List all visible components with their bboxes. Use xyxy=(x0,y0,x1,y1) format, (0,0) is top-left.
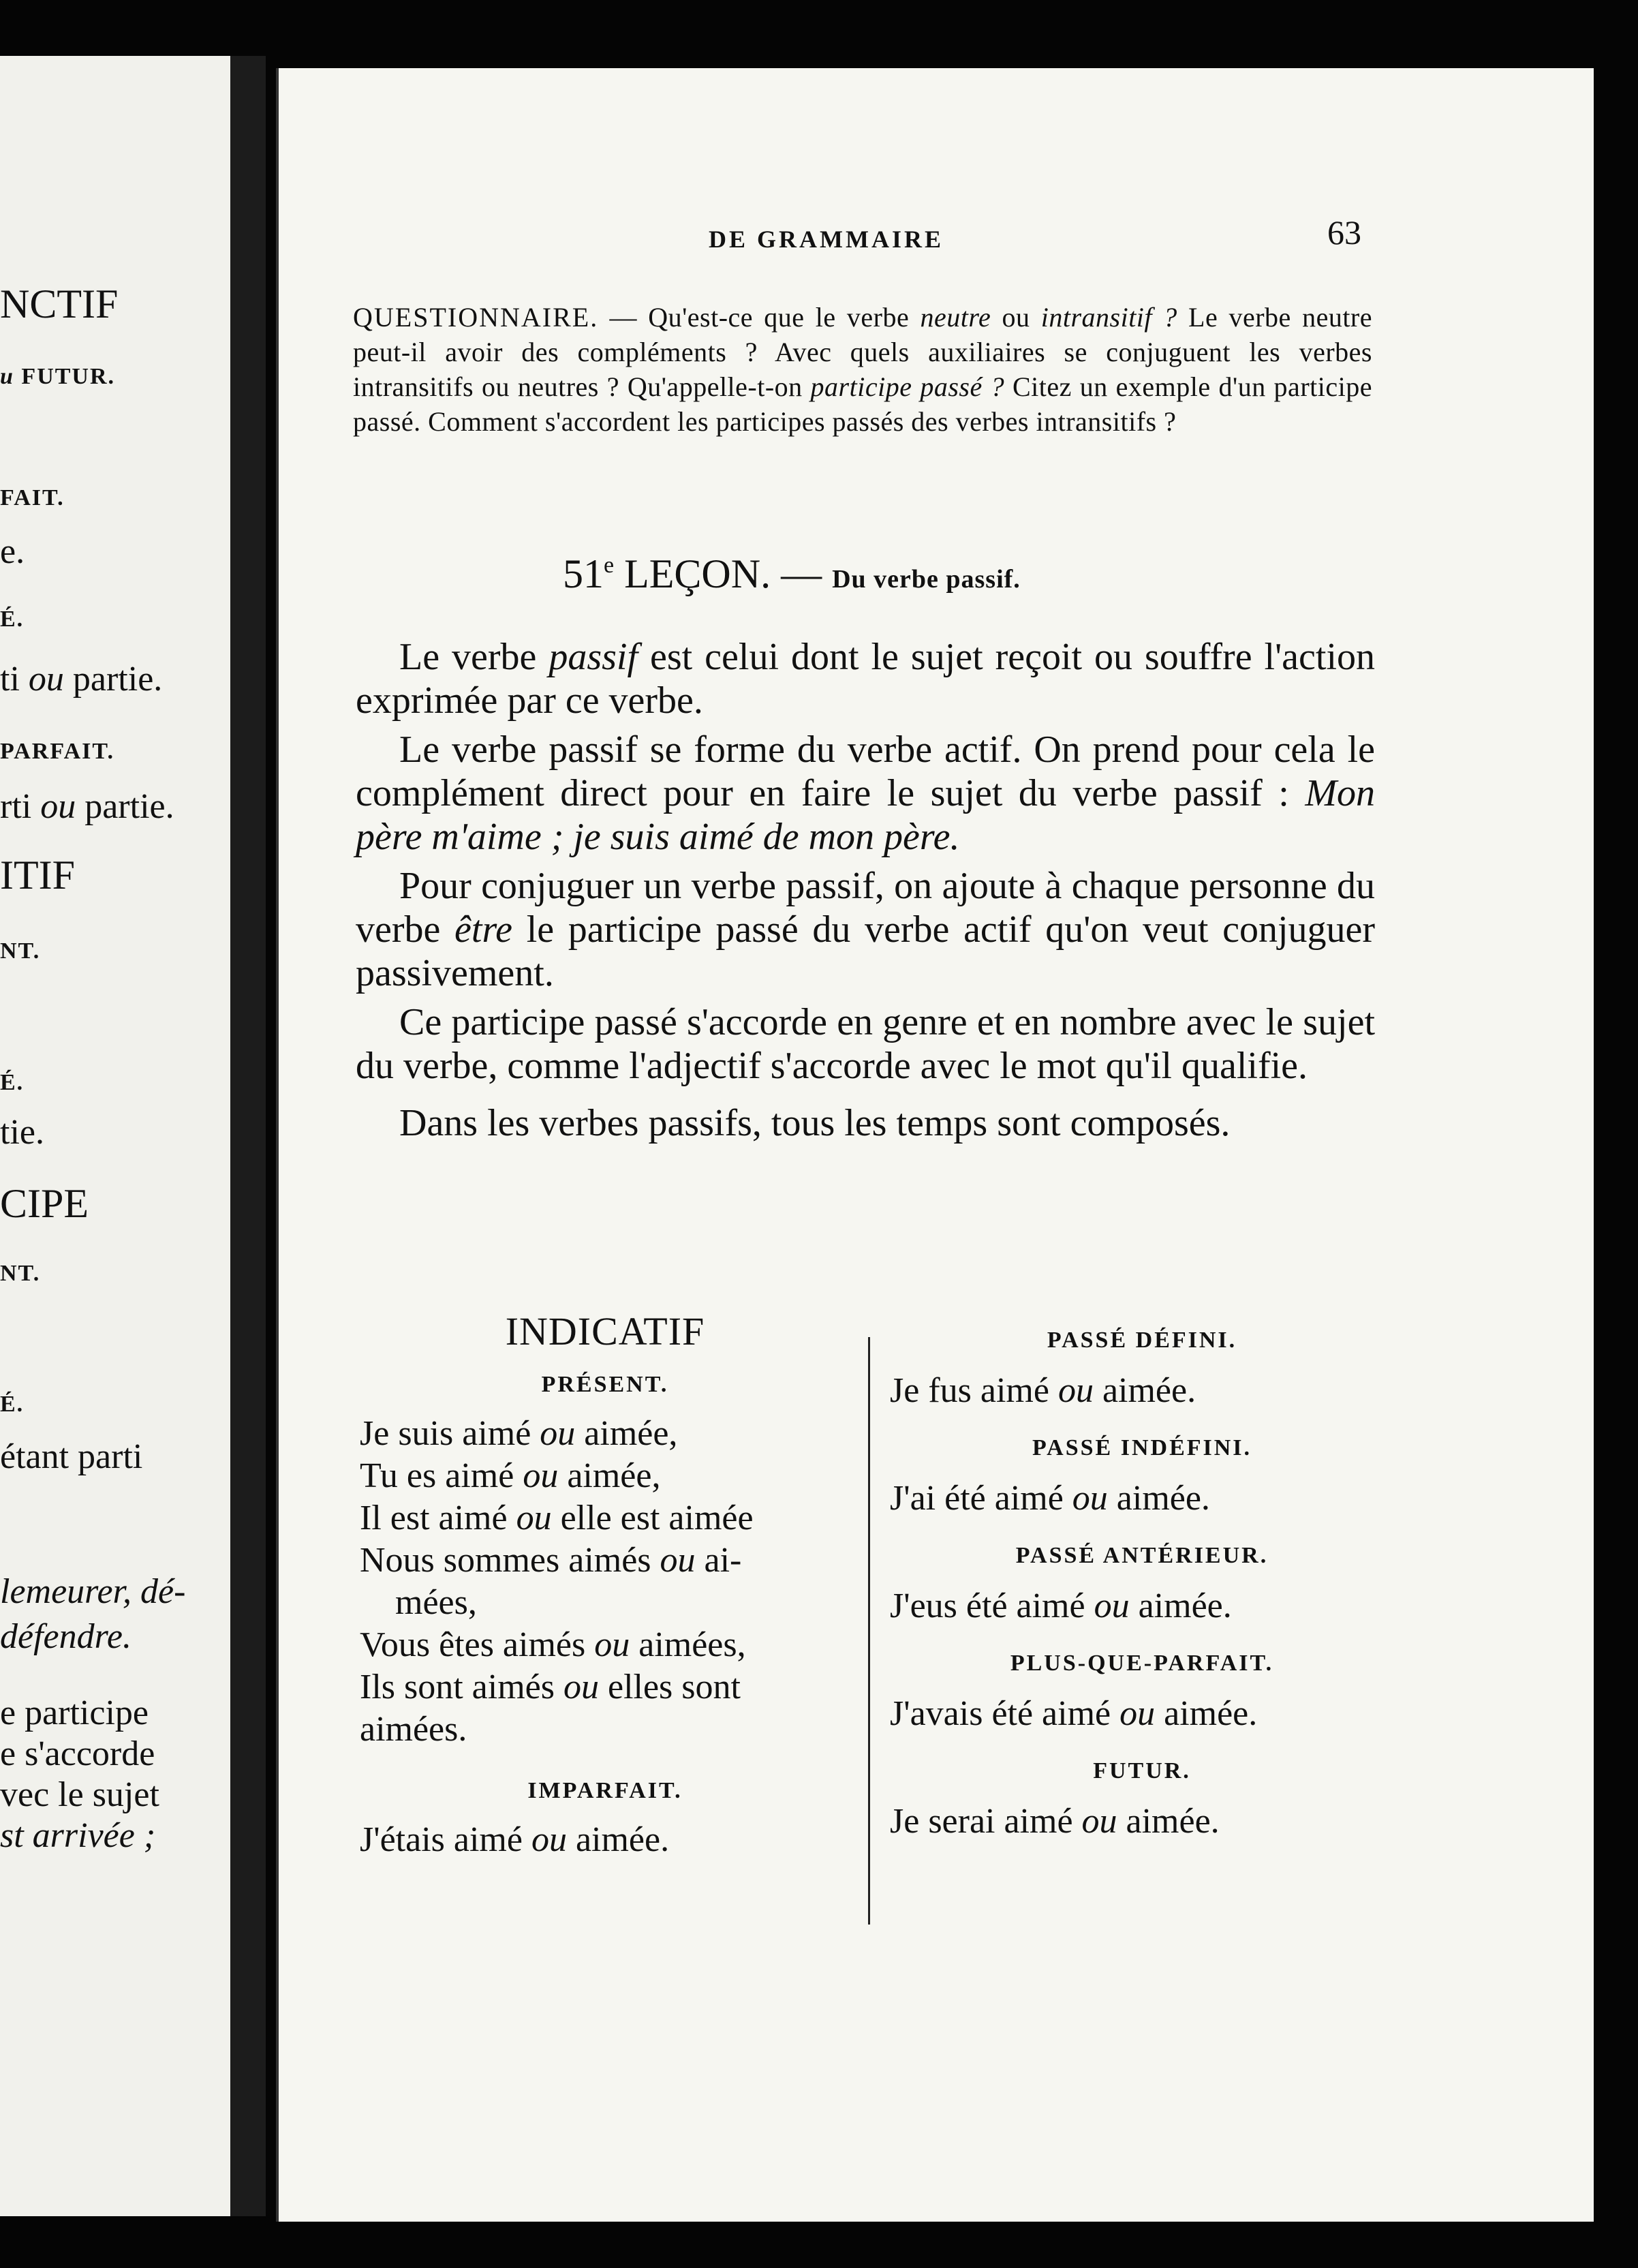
conj-line: Tu es aimé ou aimée, xyxy=(360,1456,661,1495)
present-block xyxy=(360,1413,850,1751)
conj-line: J'avais été aimé ou aimée. xyxy=(890,1694,1258,1733)
left-fragment: NCTIF xyxy=(0,281,119,326)
conj-line: mées, xyxy=(395,1583,477,1622)
tense-title: FUTUR. xyxy=(1093,1758,1191,1783)
lesson-subtitle: Du verbe passif. xyxy=(832,565,1021,594)
conj-line: J'eus été aimé ou aimée. xyxy=(890,1587,1232,1625)
left-fragment: rti ou partie. xyxy=(0,787,174,826)
lesson-number: 51 xyxy=(563,551,604,596)
lesson-word: LEÇON. xyxy=(624,551,771,596)
tense-title: IMPARFAIT. xyxy=(527,1778,683,1803)
mood-title: INDICATIF xyxy=(505,1309,705,1353)
tense-title: PASSÉ ANTÉRIEUR. xyxy=(1015,1543,1269,1568)
left-fragment: tie. xyxy=(0,1113,44,1152)
conj-line: Ils sont aimés ou elles sont xyxy=(360,1668,741,1706)
left-fragment: É. xyxy=(0,1392,25,1417)
tense-title: PRÉSENT. xyxy=(541,1372,669,1397)
tense-title: PASSÉ INDÉFINI. xyxy=(1032,1435,1252,1460)
tense-title: PLUS-QUE-PARFAIT. xyxy=(1010,1651,1274,1676)
left-fragment: É. xyxy=(0,1070,25,1095)
conj-line: J'étais aimé ou aimée. xyxy=(360,1820,670,1859)
left-fragment: vec le sujet xyxy=(0,1775,159,1814)
conj-line: Je suis aimé ou aimée, xyxy=(360,1414,678,1453)
conj-line: J'ai été aimé ou aimée. xyxy=(890,1479,1210,1518)
conjugation-left-column xyxy=(360,1308,850,1861)
left-fragment: NT. xyxy=(0,938,41,964)
left-fragment-italic: u xyxy=(0,364,14,389)
paragraph: Ce participe passé s'accorde en genre et en nombre avec le sujet du verbe, comme l'adjectif s'accorde avec le mot qu'il qualifie. xyxy=(356,1001,1375,1087)
conjugation-right-column xyxy=(890,1328,1394,1866)
paragraph: Le verbe passif est celui dont le sujet reçoit ou souffre l'action exprimée par ce verbe. xyxy=(356,636,1375,722)
book-gutter xyxy=(230,56,266,2216)
left-fragment: défendre. xyxy=(0,1617,132,1656)
conj-line: Vous êtes aimés ou aimées, xyxy=(360,1625,746,1664)
conj-line: Je serai aimé ou aimée. xyxy=(890,1802,1220,1841)
conj-line: Il est aimé ou elle est aimée xyxy=(360,1499,754,1537)
page-number: 63 xyxy=(1327,213,1361,251)
left-fragment: e. xyxy=(0,532,25,571)
left-fragment: lemeurer, dé- xyxy=(0,1572,186,1611)
left-page-fragment xyxy=(0,56,244,2216)
left-fragment xyxy=(0,364,115,390)
left-fragment: st arrivée ; xyxy=(0,1816,156,1855)
left-fragment: FAIT. xyxy=(0,485,65,510)
left-fragment: étant parti xyxy=(0,1437,143,1476)
conj-line: Je fus aimé ou aimée. xyxy=(890,1371,1196,1410)
left-fragment: ITIF xyxy=(0,853,75,898)
conj-line: Nous sommes aimés ou ai- xyxy=(360,1541,742,1580)
left-fragment-text: FUTUR. xyxy=(21,364,116,389)
left-fragment: É. xyxy=(0,607,25,632)
paragraph: Le verbe passif se forme du verbe actif. On prend pour cela le complément direct pour en faire le sujet du verbe passif : Mon père m'aime ; je suis aimé de mon père. xyxy=(356,729,1375,858)
left-fragment: e s'accorde xyxy=(0,1734,155,1773)
paragraph: Pour conjuguer un verbe passif, on ajoute à chaque personne du verbe être le participe passé du verbe actif qu'on veut conjuguer passivement. xyxy=(356,865,1376,994)
questionnaire-lead: QUESTIONNAIRE. xyxy=(353,302,599,333)
left-fragment: ti ou partie. xyxy=(0,660,163,699)
left-fragment: NT. xyxy=(0,1261,41,1286)
conj-line: aimées. xyxy=(360,1710,467,1749)
running-header: DE GRAMMAIRE xyxy=(709,226,944,253)
paragraph: Dans les verbes passifs, tous les temps sont composés. xyxy=(399,1102,1231,1144)
left-fragment: CIPE xyxy=(0,1181,89,1226)
questionnaire: QUESTIONNAIRE. — Qu'est-ce que le verbe neutre ou intransitif ? Le verbe neutre peut-il avoir des compléments ? Avec quels auxiliaires se conjuguent les verbes intransitifs ou neutres ? Qu'appelle-t-on participe passé ? Citez un exemple d'un participe passé. Comment s'accordent les participes passés des verbes intransitifs ? xyxy=(353,302,1373,437)
left-fragment: e participe xyxy=(0,1694,149,1732)
lesson-heading: 51e LEÇON. — Du verbe passif. xyxy=(563,551,1021,596)
column-divider xyxy=(868,1337,870,1925)
tense-title: PASSÉ DÉFINI. xyxy=(1047,1328,1237,1353)
lesson-body xyxy=(356,635,1375,1150)
left-fragment: PARFAIT. xyxy=(0,739,115,764)
